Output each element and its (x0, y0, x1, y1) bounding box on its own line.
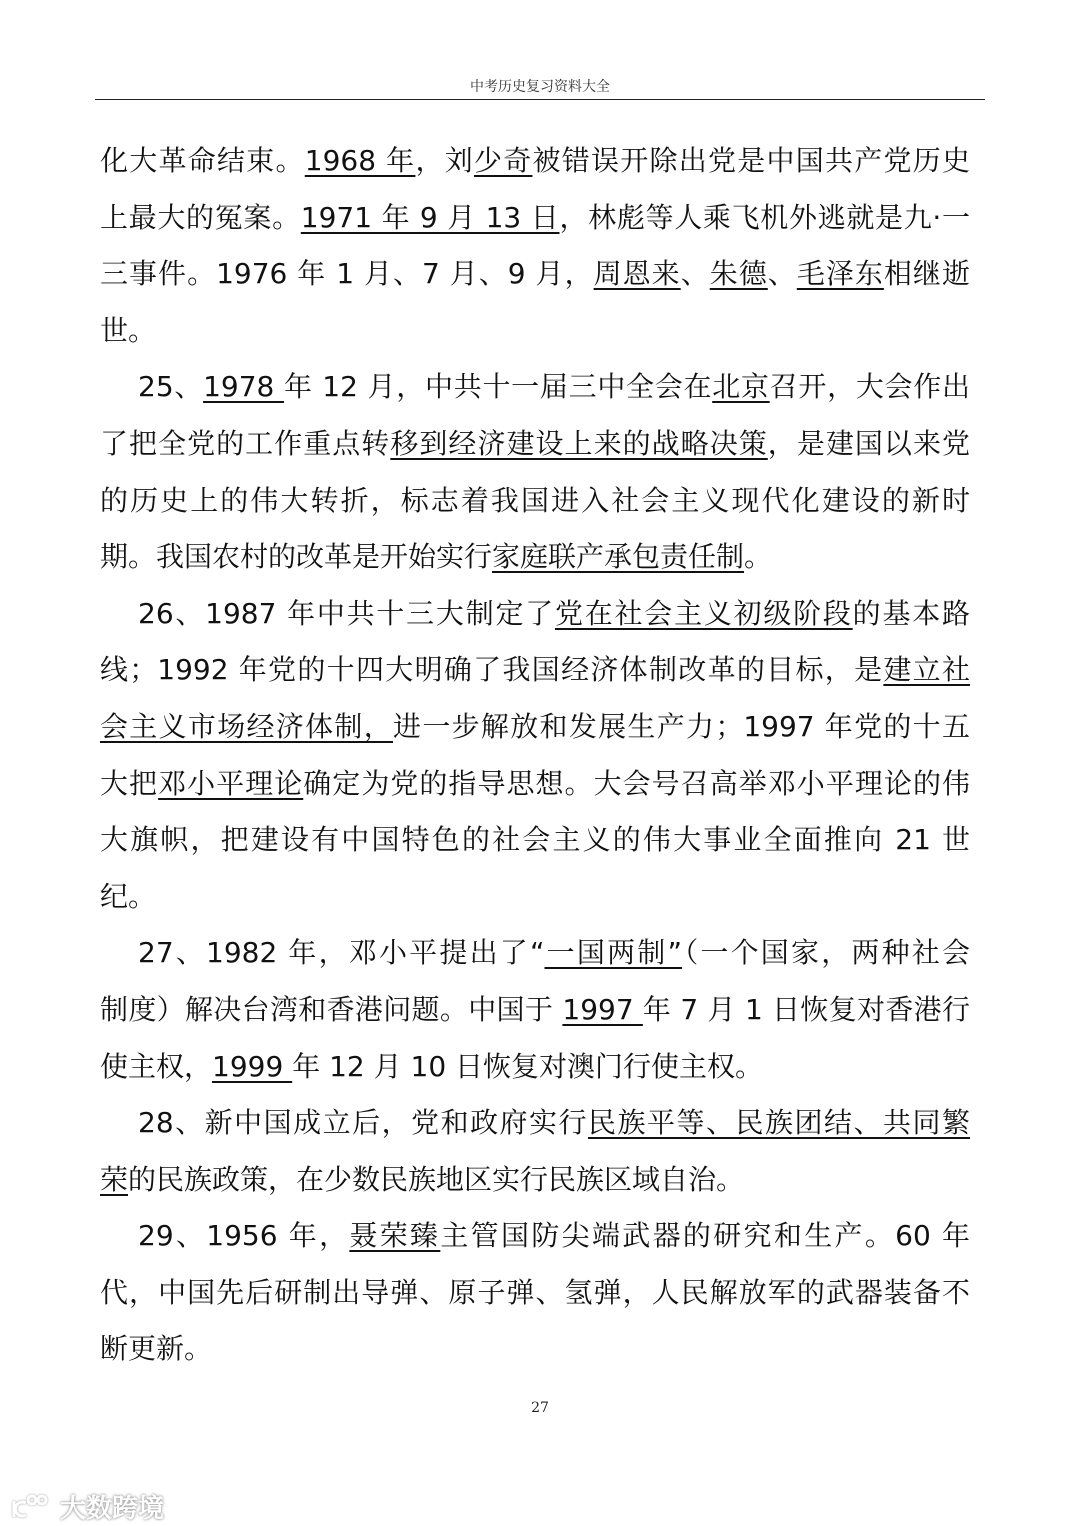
underlined-key-term: 1968 年 (304, 144, 416, 177)
text-segment: 大旗帜，把建设有中国特色的社会主义的伟大事业全面推向 21 世 (100, 823, 970, 857)
underlined-key-term: 邓小平理论 (158, 766, 304, 800)
text-segment: 被错误开除出党是中国共产党历史 (532, 144, 970, 177)
text-segment: 27、1982 年，邓小平提出了“ (138, 936, 545, 970)
underlined-key-term: 荣 (100, 1162, 129, 1196)
underlined-key-term: 聂荣臻 (349, 1219, 441, 1253)
text-segment: 相继逝 (883, 257, 970, 291)
text-line (100, 421, 970, 478)
underlined-key-term: 周恩来 (593, 257, 681, 291)
underlined-key-term: 1978 (203, 370, 284, 404)
text-segment: 召开，大会作出 (769, 370, 970, 404)
text-line (100, 534, 970, 591)
watermark-text: 大数跨境 (60, 1494, 165, 1524)
underlined-key-term: 家庭联产承包责任制 (492, 540, 745, 574)
text-line (100, 478, 970, 535)
text-segment: 28、新中国成立后，党和政府实行 (138, 1106, 589, 1140)
text-segment: ，刘 (415, 144, 474, 177)
text-segment: 的基本路 (852, 596, 970, 630)
text-segment: 大把 (100, 766, 159, 800)
text-segment: 、 (680, 257, 710, 291)
underlined-key-term: 朱德 (709, 257, 768, 291)
text-segment: 29、1956 年， (138, 1219, 350, 1253)
text-segment: 代，中国先后研制出导弹、原子弹、氢弹，人民解放军的武器装备不 (100, 1275, 970, 1309)
underlined-key-term: 一国两制” (544, 936, 682, 970)
text-line (100, 874, 970, 931)
underlined-key-term: 北京 (712, 370, 770, 404)
text-segment: 的历史上的伟大转折，标志着我国进入社会主义现代化建设的新时 (100, 483, 970, 517)
text-segment: 。 (744, 540, 773, 574)
text-line (100, 138, 970, 195)
text-line (100, 1100, 970, 1157)
text-line (100, 195, 970, 252)
text-segment: 制度）解决台湾和香港问题。中国于 (100, 992, 563, 1026)
watermark-logo-icon (10, 1493, 54, 1521)
underlined-key-term: 会主义市场经济体制， (100, 709, 394, 743)
text-segment: 、 (767, 257, 797, 291)
underlined-key-term: 毛泽东 (796, 257, 884, 291)
watermark-logo (10, 1488, 164, 1525)
text-line (100, 1270, 970, 1327)
text-segment: 年 7 月 1 日恢复对香港行 (642, 992, 970, 1026)
underlined-key-term: 建立社 (883, 653, 970, 687)
document-body (100, 138, 970, 1383)
underlined-key-term: 少奇 (473, 144, 533, 177)
text-segment: 了把全党的工作重点转 (100, 426, 391, 460)
text-line (100, 817, 970, 874)
text-segment: 纪。 (100, 879, 157, 913)
text-segment: 三事件。1976 年 1 月、7 月、9 月， (100, 257, 594, 291)
text-segment: 26、1987 年中共十三大制定了 (138, 596, 555, 630)
text-segment: 年 12 月，中共十一届三中全会在 (283, 370, 713, 404)
text-line (100, 591, 970, 648)
text-line (100, 930, 970, 987)
text-segment: 期。我国农村的改革是开始实行 (100, 540, 493, 574)
underlined-key-term: 1971 年 9 月 13 日 (300, 200, 560, 234)
text-line (100, 704, 970, 761)
text-segment: 的民族政策，在少数民族地区实行民族区域自治。 (128, 1162, 745, 1196)
text-segment: 年 12 月 10 日恢复对澳门行使主权。 (292, 1049, 764, 1083)
text-segment: （一个国家，两种社会 (682, 936, 970, 970)
text-segment: 化大革命结束。 (100, 144, 305, 177)
text-segment: 使主权， (100, 1049, 213, 1083)
text-line (100, 987, 970, 1044)
text-line (100, 761, 970, 818)
text-segment: 线；1992 年党的十四大明确了我国经济体制改革的目标，是 (100, 653, 884, 687)
text-line (100, 647, 970, 704)
text-segment: 上最大的冤案。 (100, 200, 301, 234)
underlined-key-term: 1997 (562, 992, 643, 1026)
underlined-key-term: 移到经济建设上来的战略决策 (390, 426, 768, 460)
page-number: 27 (531, 1400, 549, 1416)
text-line (100, 251, 970, 308)
text-line (100, 1044, 970, 1101)
text-line (100, 364, 970, 421)
text-line (100, 1213, 970, 1270)
underlined-key-term: 1999 (212, 1049, 293, 1083)
text-line (100, 308, 970, 365)
text-segment: 进一步解放和发展生产力；1997 年党的十五 (393, 709, 970, 743)
underlined-key-term: 党在社会主义初级阶段 (555, 596, 853, 630)
text-segment: ，是建国以来党 (767, 426, 970, 460)
text-segment: 主管国防尖端武器的研究和生产。60 年 (440, 1219, 970, 1253)
text-segment: ，林彪等人乘飞机外逃就是九·一 (559, 200, 970, 234)
text-segment: 世。 (100, 313, 157, 347)
text-line (100, 1326, 970, 1383)
underlined-key-term: 民族平等、民族团结、共同繁 (588, 1106, 970, 1140)
text-segment: 断更新。 (100, 1332, 213, 1366)
page-header-title: 中考历史复习资料大全 (470, 79, 610, 95)
text-line (100, 1157, 970, 1214)
text-segment: 25、 (138, 370, 204, 404)
text-segment: 确定为党的指导思想。大会号召高举邓小平理论的伟 (303, 766, 970, 800)
header-rule (95, 99, 985, 100)
